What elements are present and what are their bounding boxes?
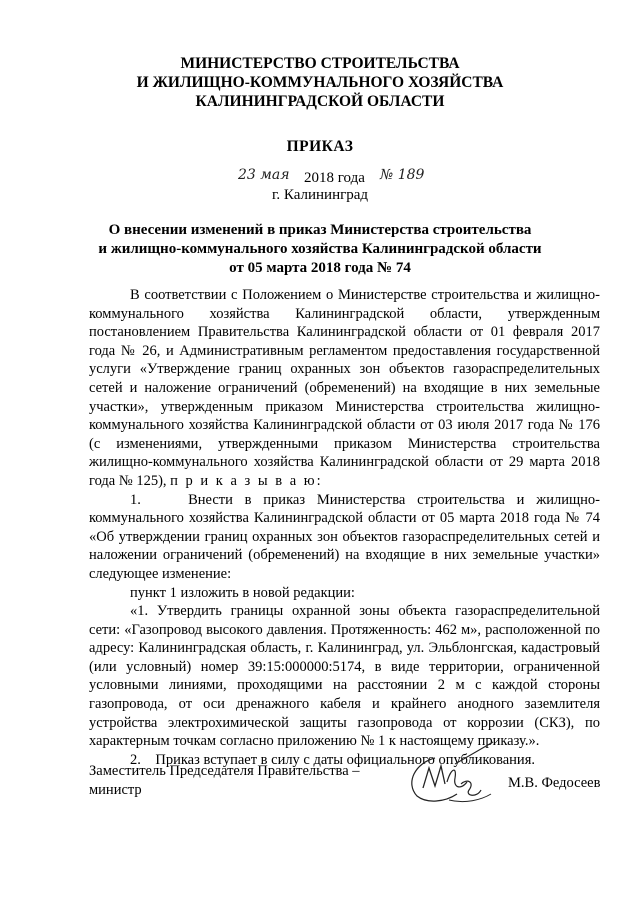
ministry-line-3: КАЛИНИНГРАДСКОЙ ОБЛАСТИ [195, 93, 445, 110]
ministry-line-2: И ЖИЛИЩНО-КОММУНАЛЬНОГО ХОЗЯЙСТВА [136, 74, 504, 91]
item-2: 2. Приказ вступает в силу с даты официального опубликования. [130, 751, 535, 768]
document-body [89, 286, 600, 769]
year-text: 2018 года [304, 170, 365, 186]
item-1-sub: пункт 1 изложить в новой редакции: [130, 584, 355, 601]
handwritten-signature [395, 738, 505, 808]
position-line-1: Заместитель Председателя Правительства – [89, 763, 360, 779]
city: г. Калининград [271, 187, 369, 203]
signatory-position [89, 762, 360, 800]
item-1: 1. Внести в приказ Министерства строительства и жилищно-коммунального хозяйства Калининградской области от 05 марта 2018 года № 74 «Об утверждении границ охранных зон объектов газораспределительных сетей и наложении ограничений (обременений) на входящие в них земельные участки» следующее изменение: [89, 491, 600, 582]
preamble-paragraph [89, 286, 600, 491]
subject-line-2: и жилищно-коммунального хозяйства Калининградской области [98, 241, 542, 257]
handwritten-date: 23 мая [238, 167, 290, 183]
handwritten-number: № 189 [380, 167, 425, 183]
subject-line-3: от 05 марта 2018 года № 74 [229, 260, 411, 276]
order-word: п р и к а з ы в а ю: [170, 472, 323, 489]
position-line-2: министр [89, 782, 142, 798]
subject-heading [0, 221, 640, 278]
ministry-line-1: МИНИСТЕРСТВО СТРОИТЕЛЬСТВА [180, 55, 460, 72]
subject-line-1: О внесении изменений в приказ Министерства строительства [108, 222, 532, 238]
signatory-name: М.В. Федосеев [508, 775, 601, 791]
document-type-title: ПРИКАЗ [286, 138, 354, 155]
preamble-text: В соответствии с Положением о Министерстве строительства и жилищно-коммунального хозяйства Калининградской области, утвержденным постановлением Правительства Калининградской области от 01 февраля 2017 года № 26, и Административным регламентом предоставления государственной услуги «Утверждение границ охранных зон объектов газораспределительных сетей и наложение ограничений (обременений) на входящие в них земельные участки», утвержденным приказом Министерства строительства жилищно-коммунального хозяйства Калининградской области от 03 июля 2017 года № 176 (с изменениями, утвержденными приказом Министерства строительства жилищно-коммунального хозяйства Калининградской области от 29 марта 2018 года № 125), [89, 287, 600, 489]
item-1-quote: «1. Утвердить границы охранной зоны объекта газораспределительной сети: «Газопровод высокого давления. Протяженность: 462 м», расположенной по адресу: Калининградская область, г. Калининград, ул. Эльблонгская, кадастровый (или условный) номер 39:15:000000:5174, в виде территории, ограниченной условными линиями, проходящими на расстоянии 2 м с каждой стороны газопровода, от оси дренажного кабеля и крайнего анодного заземлителя устройства электрохимической защиты газопровода от коррозии (СКЗ), по характерным точкам согласно приложению № 1 к настоящему приказу.». [89, 603, 600, 750]
ministry-header [0, 54, 640, 111]
